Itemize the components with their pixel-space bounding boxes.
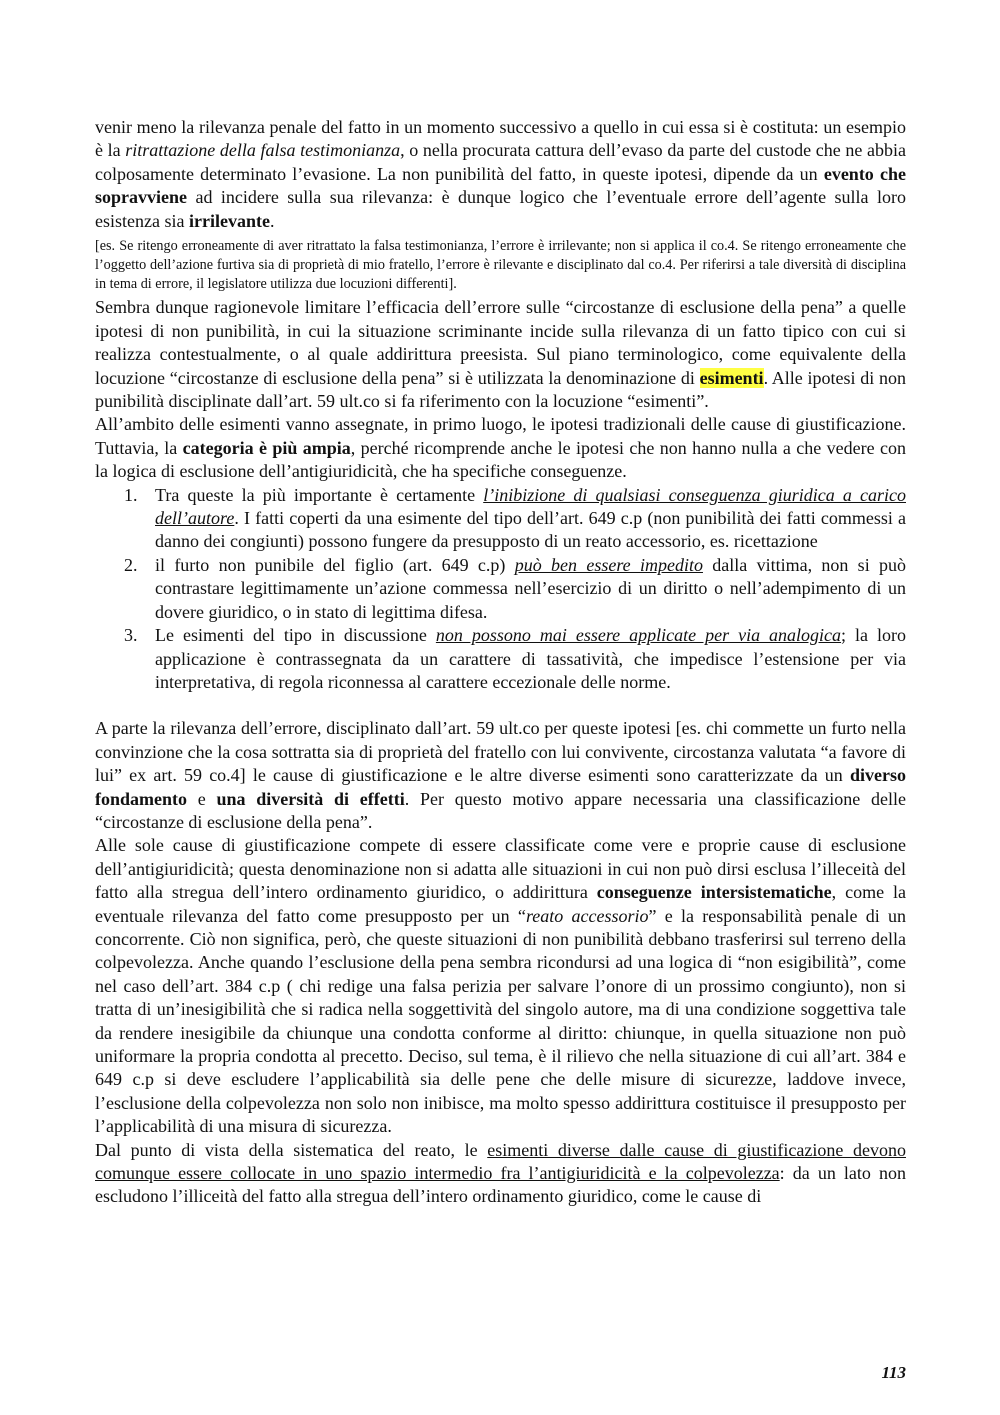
paragraph-6 [95,1139,906,1209]
example-note: [es. Se ritengo erroneamente di aver ritrattato la falsa testimonianza, l’errore è irrilevante; non si applica il co.4. Se ritengo erroneamente che l’oggetto dell’azione furtiva sia di proprietà di mio fratello, l’errore è rilevante e disciplinato dal co.4. Per riferirsi a tale diversità di disciplina in tema di errore, il legislatore utilizza due locuzioni differenti]. [95,238,906,292]
bold-phrase: categoria è più ampia [182,437,351,458]
text-run: Sembra dunque ragionevole limitare l’efficacia dell’errore sulle “circostanze di esclusione della pena” a quelle ipotesi di non punibilità, in cui la situazione scriminante incide sulla rilevanza di un fatto tipico con cui si realizza contestualmente, o al quale addirittura preesista. Sul piano terminologico, come equivalente della locuzione “circostanze di esclusione della pena” si è utilizzata la denominazione di [95,297,906,388]
underlined-phrase: esimenti diverse dalle cause di giustificazione devono comunque essere collocate in uno spazio intermedio fra l’antigiuridicità e la colpevolezza [95,1139,906,1184]
list-number: 3. [124,625,138,646]
italic-phrase: reato accessorio [525,905,649,926]
text-run: . Alle ipotesi di non punibilità disciplinate dall’art. 59 ult.co si fa riferimento con la locuzione “esimenti”. [95,367,906,412]
bold-phrase: irrilevante [188,210,270,231]
underlined-italic-phrase: può ben essere impedito [514,554,703,575]
bold-phrase: conseguenze intersistematiche [596,882,832,903]
bold-phrase: diverso fondamento [95,765,906,809]
underlined-italic-phrase: non possono mai essere applicate per via analogica [435,625,842,646]
list-number: 1. [124,484,138,505]
document-page [95,116,906,1209]
text-run: Tra queste la più importante è certamente [155,484,484,505]
underlined-italic-phrase: l’inibizione di qualsiasi conseguenza giuridica a carico dell’autore [155,484,906,529]
text-run: il furto non punibile del figlio (art. 649 c.p) [155,554,515,575]
text-run: ; la loro applicazione è contrassegnata da un carattere di tassatività, che impedisce l’estensione per via interpretativa, di regola riconnessa al carattere eccezionale delle norme. [155,625,907,692]
text-run: e [187,788,217,809]
list-item [95,484,906,554]
page-number: 113 [881,1363,906,1382]
text-run: Alle sole cause di giustificazione compete di essere classificate come vere e proprie cause di esclusione dell’antigiuridicità; questa denominazione non si adatta alle situazioni in cui non può dirsi esclusa l’illeceità del fatto alla stregua dell’intero ordinamento giuridico, o addirittura [95,835,906,903]
bold-phrase: una diversità di effetti [216,788,405,809]
paragraph-4 [95,717,906,834]
text-run: , come la eventuale rilevanza del fatto come presupposto per un “ [95,882,906,926]
text-run: dalla vittima, non si può contrastare legittimamente un’azione commessa nell’esercizio di un diritto o nell’adempimento di un dovere giuridico, o in stato di legittima difesa. [155,554,907,622]
text-run: , perché ricomprende anche le ipotesi che non hanno nulla a che vedere con la logica di esclusione dell’antigiuridicità, che ha specifiche conseguenze. [95,437,906,482]
bold-phrase: evento che sopravviene [95,163,906,208]
text-run: . Per questo motivo appare necessaria una classificazione delle “circostanze di esclusione della pena”. [95,788,906,832]
text-run: venir meno la rilevanza penale del fatto in un momento successivo a quello in cui essa si è costituta: un esempio è la [95,117,906,161]
blank-line [95,694,906,717]
text-run: . I fatti coperti da una esimente del tipo dell’art. 649 c.p (non punibilità dei fatti commessi a danno dei congiunti) possono fungere da presupposto di un reato accessorio, es. ricettazione [155,508,906,552]
numbered-list [95,484,906,695]
italic-phrase: ritrattazione della falsa testimonianza [125,140,401,161]
text-run: A parte la rilevanza dell’errore, disciplinato dall’art. 59 ult.co per queste ipotesi [es. chi commette un furto nella convinzione che la cosa sottratta sia di proprietà del fratello con lui convivente, circostanza valutata “a favore di lui” ex art. 59 co.4] le cause di giustificazione e le altre diverse esimenti sono caratterizzate da un [95,718,906,786]
paragraph-2 [95,296,906,413]
text-run: ” e la responsabilità penale di un concorrente. Ciò non significa, però, che queste situazioni di non punibilità debbano trasferirsi sul terreno della colpevolezza. Anche quando l’esclusione della pena sembra ricondursi ad una logica di “non esigibilità”, come nel caso dell’art. 384 c.p ( chi redige una falsa perizia per salvare l’onore di un prossimo congiunto), non si tratta di un’inesigibilità che si radica nella soggettività del singolo autore, ma di una condizione soggettiva tale da rendere inesigibile da chiunque una condotta conforme al diritto: chiunque, in quella situazione non può uniformare la propria condotta al precetto. Deciso, sul tema, è il rilievo che nella situazione di cui all’art. 384 e 649 c.p si deve escludere l’applicabilità sia delle pene che delle misure di sicurezze, laddove invece, l’esclusione della colpevolezza non solo non inibisce, ma molto spesso addirittura costituisce il presupposto per l’applicabilità di una misura di sicurezza. [95,905,906,1137]
text-run: Le esimenti del tipo in discussione [155,625,436,646]
paragraph-1 [95,116,906,233]
text-run: , o nella procurata cattura dell’evaso da parte del custode che ne abbia colposamente determinato l’evasione. La non punibilità del fatto, in queste ipotesi, dipende da un [95,140,906,184]
text-run: . [269,210,275,231]
text-run: All’ambito delle esimenti vanno assegnate, in primo luogo, le ipotesi tradizionali delle cause di giustificazione. Tuttavia, la [95,414,906,458]
text-run: ad incidere sulla sua rilevanza: è dunque logico che l’eventuale errore dell’agente sulla loro esistenza sia [95,187,906,231]
text-run: : da un lato non escludono l’illiceità del fatto alla stregua dell’intero ordinamento giuridico, come le cause di [95,1163,906,1207]
list-item [95,624,906,694]
list-item [95,554,906,624]
paragraph-5 [95,834,906,1138]
text-run: Dal punto di vista della sistematica del reato, le [95,1139,488,1160]
paragraph-3 [95,413,906,483]
highlighted-term: esimenti [699,367,764,388]
list-number: 2. [124,554,138,575]
